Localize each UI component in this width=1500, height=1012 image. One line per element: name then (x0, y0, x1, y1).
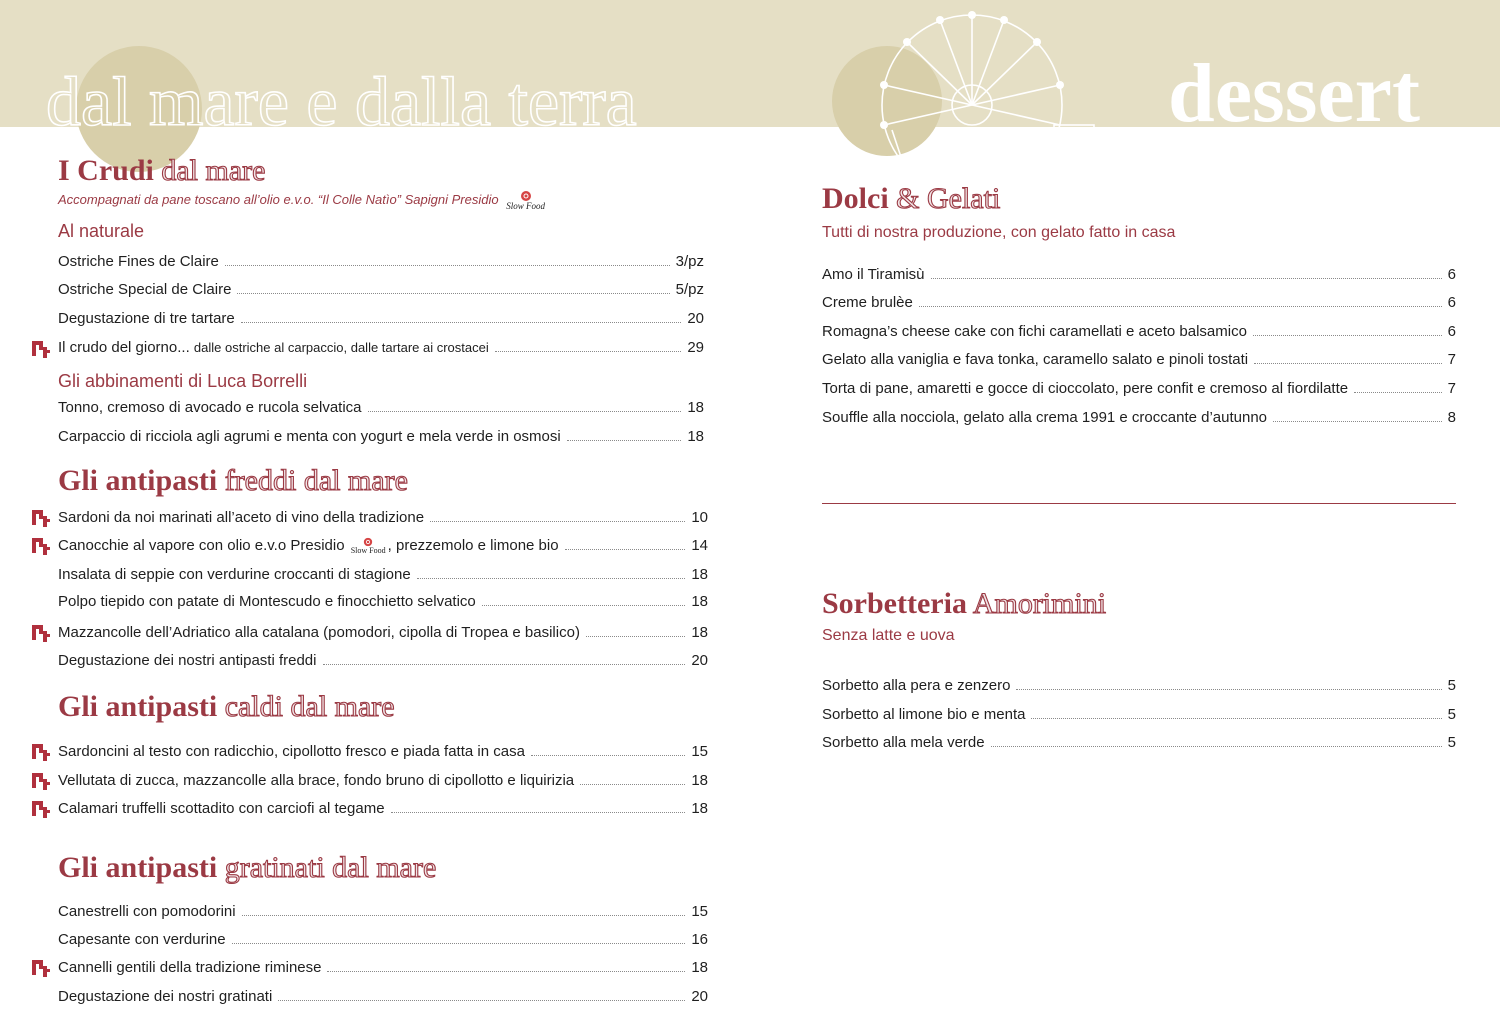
menu-row (58, 399, 704, 419)
item-price: 18 (691, 959, 708, 976)
item-price: 29 (687, 339, 704, 356)
item-price: 5 (1447, 677, 1456, 694)
slow-food-label: Slow Food (506, 201, 545, 211)
leader-dots (368, 411, 682, 412)
item-name: Amo il Tiramisù (822, 266, 925, 283)
menu-row (822, 351, 1456, 371)
chef-mark-icon (30, 338, 52, 360)
item-name: Souffle alla nocciola, gelato alla crema 1991 e croccante d’autunno (822, 409, 1268, 426)
menu-row (58, 903, 708, 923)
item-price: 3/pz (675, 253, 704, 270)
item-price: 18 (691, 772, 708, 789)
section-title-light: gratinati dal mare (224, 851, 437, 884)
item-price: 5 (1447, 734, 1456, 751)
menu-row (58, 509, 708, 529)
leader-dots (430, 521, 685, 522)
item-price: 18 (691, 800, 708, 817)
menu-row (822, 323, 1456, 343)
section-title-bold: Dolci (822, 182, 889, 215)
section-title-bold: I Crudi (58, 154, 154, 187)
chef-mark-icon (30, 622, 52, 644)
leader-dots (1253, 335, 1442, 336)
item-name: Carpaccio di ricciola agli agrumi e menta con yogurt e mela verde in osmosi (58, 428, 561, 445)
item-name: Sorbetto al limone bio e menta (822, 706, 1026, 723)
leader-dots (327, 971, 685, 972)
slow-food-logo (351, 537, 386, 555)
sorbetteria-subtitle: Senza latte e uova (822, 627, 955, 644)
item-price: 20 (691, 988, 708, 1005)
item-price: 5/pz (675, 281, 704, 298)
item-price: 18 (691, 624, 708, 641)
section-title-dolci (822, 182, 1000, 216)
item-name: Sorbetto alla mela verde (822, 734, 985, 751)
leader-dots (586, 636, 685, 637)
menu-row (58, 593, 708, 613)
menu-row (58, 743, 708, 763)
section-title-light: dal mare (161, 154, 266, 187)
section-title-bold: Gli antipasti (58, 690, 218, 723)
item-name: Degustazione dei nostri antipasti freddi (58, 652, 317, 669)
item-price: 10 (691, 509, 708, 526)
menu-row (58, 624, 708, 644)
leader-dots (237, 293, 669, 294)
item-price: 16 (691, 931, 708, 948)
leader-dots (1016, 689, 1441, 690)
ferris-wheel-icon (862, 10, 1102, 170)
crudi-note (58, 190, 545, 211)
menu-row (58, 988, 708, 1008)
leader-dots (278, 1000, 685, 1001)
menu-row (822, 677, 1456, 697)
header-title-right: dessert (1168, 47, 1420, 140)
leader-dots (991, 746, 1442, 747)
item-name: Calamari truffelli scottadito con carciofi al tegame (58, 800, 385, 817)
item-price: 15 (691, 903, 708, 920)
leader-dots (417, 578, 686, 579)
leader-dots (225, 265, 670, 266)
abbinamenti-heading: Gli abbinamenti di Luca Borrelli (58, 371, 308, 391)
menu-row (822, 734, 1456, 754)
leader-dots (1031, 718, 1441, 719)
section-title-freddi (58, 464, 408, 498)
item-price: 6 (1447, 294, 1456, 311)
menu-row (58, 281, 704, 301)
menu-row (822, 706, 1456, 726)
leader-dots (323, 664, 686, 665)
chef-mark-icon (30, 957, 52, 979)
section-title-light: caldi dal mare (224, 690, 395, 723)
menu-row (58, 800, 708, 820)
menu-row (822, 294, 1456, 314)
leader-dots (391, 812, 686, 813)
item-name: Romagna’s cheese cake con fichi caramellati e aceto balsamico (822, 323, 1247, 340)
item-name-after: , prezzemolo e limone bio (387, 537, 559, 554)
leader-dots (241, 322, 682, 323)
chef-mark-icon (30, 741, 52, 763)
item-name-main: Il crudo del giorno... (58, 339, 190, 356)
menu-row (58, 566, 708, 586)
slow-food-label: Slow Food (350, 546, 386, 556)
menu-row (58, 772, 708, 792)
naturale-heading: Al naturale (58, 221, 145, 241)
item-name: Canestrelli con pomodorini (58, 903, 236, 920)
slow-food-logo (506, 190, 545, 211)
item-name: Tonno, cremoso di avocado e rucola selvatica (58, 399, 362, 416)
item-price: 18 (687, 399, 704, 416)
item-name: Creme brulèe (822, 294, 913, 311)
section-title-bold: Gli antipasti (58, 464, 218, 497)
item-name (58, 339, 495, 356)
item-name: Mazzancolle dell’Adriatico alla catalana (pomodori, cipolla di Tropea e basilico) (58, 624, 580, 641)
dolci-subtitle: Tutti di nostra produzione, con gelato fatto in casa (822, 224, 1176, 241)
leader-dots (919, 306, 1442, 307)
item-price: 6 (1447, 323, 1456, 340)
menu-row (58, 652, 708, 672)
header-title-left: dal mare e dalla terra (46, 64, 637, 141)
leader-dots (242, 915, 686, 916)
leader-dots (482, 605, 686, 606)
menu-row (58, 253, 704, 273)
leader-dots (931, 278, 1442, 279)
item-name: Insalata di seppie con verdurine croccanti di stagione (58, 566, 411, 583)
item-price: 18 (691, 566, 708, 583)
item-price: 20 (687, 310, 704, 327)
menu-row (58, 339, 704, 359)
chef-mark-icon (30, 770, 52, 792)
section-title-crudi (58, 154, 265, 188)
leader-dots (580, 784, 685, 785)
menu-row (58, 310, 704, 330)
section-title-bold: Sorbetteria (822, 587, 967, 620)
item-name: Vellutata di zucca, mazzancolle alla brace, fondo bruno di cipollotto e liquirizia (58, 772, 575, 789)
item-price: 18 (691, 593, 708, 610)
item-name (58, 537, 565, 555)
menu-row (822, 380, 1456, 400)
item-price: 14 (691, 537, 708, 554)
menu-row (58, 931, 708, 951)
menu-row (58, 428, 704, 448)
item-price: 8 (1447, 409, 1456, 426)
item-price: 15 (691, 743, 708, 760)
leader-dots (1254, 363, 1442, 364)
section-title-gratinati (58, 851, 436, 885)
item-name: Cannelli gentili della tradizione riminese (58, 959, 322, 976)
item-name: Capesante con verdurine (58, 931, 226, 948)
chef-mark-icon (30, 535, 52, 557)
item-price: 7 (1447, 351, 1456, 368)
leader-dots (565, 549, 686, 550)
leader-dots (1354, 392, 1442, 393)
item-name: Sardoni da noi marinati all’aceto di vino della tradizione (58, 509, 425, 526)
chef-mark-icon (30, 507, 52, 529)
menu-row (822, 409, 1456, 429)
item-price: 20 (691, 652, 708, 669)
item-price: 6 (1447, 266, 1456, 283)
menu-row (822, 266, 1456, 286)
crudi-note-text: Accompagnati da pane toscano all’olio e.v.o. “Il Colle Natìo” Sapigni Presidio (58, 191, 499, 207)
item-name: Sorbetto alla pera e zenzero (822, 677, 1011, 694)
leader-dots (495, 351, 682, 352)
section-title-light: & Gelati (896, 182, 1001, 215)
item-name: Degustazione dei nostri gratinati (58, 988, 273, 1005)
leader-dots (567, 440, 682, 441)
item-name: Torta di pane, amaretti e gocce di cioccolato, pere confit e cremoso al fiordilatte (822, 380, 1349, 397)
leader-dots (531, 755, 685, 756)
item-name: Ostriche Special de Claire (58, 281, 232, 298)
section-title-bold: Gli antipasti (58, 851, 218, 884)
menu-row (58, 537, 708, 557)
menu-row (58, 959, 708, 979)
item-name: Gelato alla vaniglia e fava tonka, caramello salato e pinoli tostati (822, 351, 1249, 368)
item-price: 5 (1447, 706, 1456, 723)
item-name-detail: dalle ostriche al carpaccio, dalle tartare ai crostacei (193, 340, 489, 355)
item-name: Ostriche Fines de Claire (58, 253, 219, 270)
item-name: Degustazione di tre tartare (58, 310, 235, 327)
leader-dots (232, 943, 686, 944)
section-title-light: Amorimini (972, 587, 1107, 620)
chef-mark-icon (30, 798, 52, 820)
section-title-light: freddi dal mare (224, 464, 408, 497)
item-name: Polpo tiepido con patate di Montescudo e finocchietto selvatico (58, 593, 476, 610)
item-name-main: Canocchie al vapore con olio e.v.o Presidio (58, 537, 345, 554)
section-title-sorbetteria (822, 587, 1106, 621)
section-title-caldi (58, 690, 395, 724)
section-divider (822, 503, 1456, 504)
leader-dots (1273, 421, 1442, 422)
item-price: 7 (1447, 380, 1456, 397)
item-price: 18 (687, 428, 704, 445)
item-name: Sardoncini al testo con radicchio, cipollotto fresco e piada fatta in casa (58, 743, 525, 760)
